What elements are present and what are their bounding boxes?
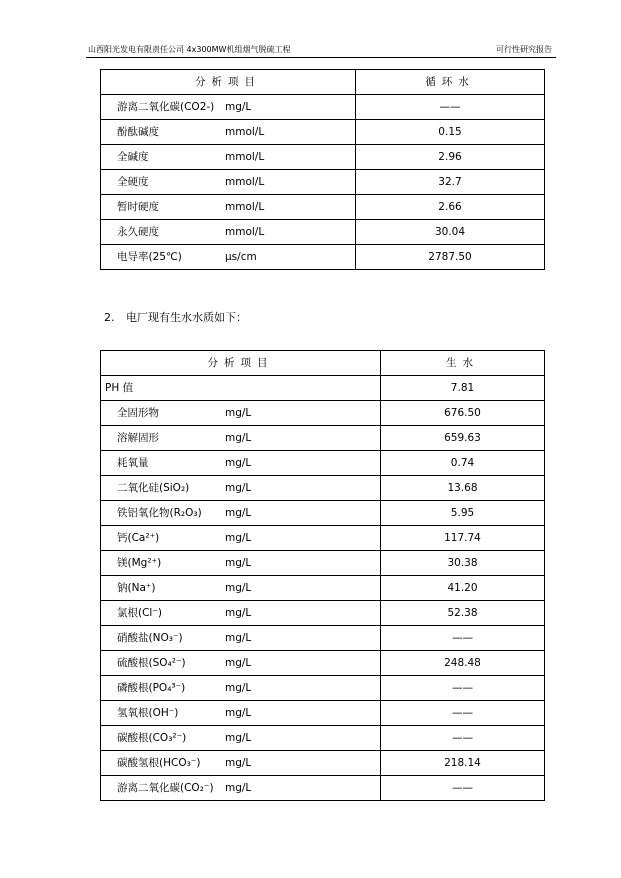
item-name: 游离二氧化碳(CO2-) [117,100,215,113]
item-unit: mmol/L [225,175,265,188]
table-row [101,475,545,500]
analysis-item-cell [101,144,356,169]
item-name: 氯根(Cl⁻) [117,606,162,619]
analysis-item-cell [101,500,381,525]
item-unit: mg/L [225,531,252,544]
table-row [101,775,545,800]
item-unit: mg/L [225,706,252,719]
value-cell: —— [381,775,545,800]
table-row [101,169,545,194]
value-cell: —— [381,675,545,700]
item-unit: mg/L [225,456,252,469]
analysis-item-cell [101,625,381,650]
value-cell: 2787.50 [356,244,545,269]
table-header-row [101,351,545,376]
item-unit: mg/L [225,431,252,444]
item-unit: mg/L [225,506,252,519]
item-name: 氢氧根(OH⁻) [117,706,179,719]
analysis-item-cell [101,194,356,219]
value-cell: 218.14 [381,750,545,775]
value-cell: 32.7 [356,169,545,194]
item-unit: mg/L [225,581,252,594]
item-unit: mg/L [225,606,252,619]
item-unit: mg/L [225,481,252,494]
table-header-row [101,70,545,95]
analysis-item-cell [101,650,381,675]
item-unit: mmol/L [225,150,265,163]
column-header-circulating-water: 循环水 [356,70,545,95]
section-heading [104,309,247,325]
value-cell: 13.68 [381,475,545,500]
value-cell: 5.95 [381,500,545,525]
item-name: 硫酸根(SO₄²⁻) [117,656,186,669]
item-unit: mg/L [225,656,252,669]
table-row [101,750,545,775]
item-name: 二氧化硅(SiO₂) [117,481,190,494]
table-row [101,650,545,675]
table-row [101,194,545,219]
analysis-item-cell [101,775,381,800]
item-name: 全碱度 [117,150,149,163]
column-header-analysis-item: 分析项目 [101,351,381,376]
value-cell: —— [381,700,545,725]
analysis-item-cell [101,550,381,575]
value-cell: 117.74 [381,525,545,550]
table-row [101,700,545,725]
item-name: 溶解固形 [117,431,159,444]
value-cell: 30.04 [356,219,545,244]
table-row [101,725,545,750]
item-name: 碳酸氢根(HCO₃⁻) [117,756,201,769]
item-unit: mmol/L [225,125,265,138]
value-cell: 676.50 [381,400,545,425]
table-row [101,400,545,425]
analysis-item-cell [101,675,381,700]
table-row [101,500,545,525]
analysis-item-cell [101,94,356,119]
item-unit: mg/L [225,100,252,113]
item-unit: mg/L [225,731,252,744]
item-name: 镁(Mg²⁺) [117,556,162,569]
raw-water-table [100,350,545,801]
analysis-item-cell [101,219,356,244]
item-name: 硝酸盐(NO₃⁻) [117,631,183,644]
item-name: PH 值 [105,381,134,394]
analysis-item-cell [101,600,381,625]
item-name: 全硬度 [117,175,149,188]
analysis-item-cell [101,475,381,500]
value-cell: 2.96 [356,144,545,169]
header-report-type: 可行性研究报告 [496,45,552,54]
analysis-item-cell [101,525,381,550]
item-name: 钙(Ca²⁺) [117,531,160,544]
section-number: 2. [104,311,115,324]
value-cell: 248.48 [381,650,545,675]
table-row [101,144,545,169]
circulating-water-table [100,69,545,270]
analysis-item-cell [101,375,381,400]
value-cell: 659.63 [381,425,545,450]
header-company-project: 山西阳光发电有限责任公司 4x300MW机组烟气脱硫工程 [88,45,291,54]
value-cell: —— [381,625,545,650]
item-name: 游离二氧化碳(CO₂⁻) [117,781,214,794]
table-row [101,625,545,650]
table-row [101,600,545,625]
table-row [101,525,545,550]
value-cell: 0.15 [356,119,545,144]
table-row [101,375,545,400]
item-name: 全固形物 [117,406,159,419]
item-name: 永久硬度 [117,225,159,238]
table-row [101,244,545,269]
item-unit: mmol/L [225,225,265,238]
table-row [101,425,545,450]
value-cell: 52.38 [381,600,545,625]
table-row [101,219,545,244]
item-name: 酚酞碱度 [117,125,159,138]
item-unit: mg/L [225,406,252,419]
page-header [86,44,556,56]
item-name: 铁铝氧化物(R₂O₃) [117,506,202,519]
item-name: 耗氧量 [117,456,149,469]
section-title-text: 电厂现有生水水质如下： [126,311,247,324]
item-name: 钠(Na⁺) [117,581,156,594]
table-row [101,94,545,119]
analysis-item-cell [101,119,356,144]
item-unit: mg/L [225,556,252,569]
item-unit: μs/cm [225,250,257,263]
item-unit: mg/L [225,756,252,769]
analysis-item-cell [101,725,381,750]
header-divider [86,57,556,58]
column-header-raw-water: 生水 [381,351,545,376]
value-cell: 30.38 [381,550,545,575]
analysis-item-cell [101,750,381,775]
value-cell: —— [356,94,545,119]
item-name: 碳酸根(CO₃²⁻) [117,731,187,744]
analysis-item-cell [101,400,381,425]
column-header-analysis-item: 分析项目 [101,70,356,95]
table-row [101,575,545,600]
table-row [101,675,545,700]
analysis-item-cell [101,244,356,269]
table-row [101,450,545,475]
analysis-item-cell [101,450,381,475]
analysis-item-cell [101,575,381,600]
table-row [101,550,545,575]
item-unit: mmol/L [225,200,265,213]
value-cell: 41.20 [381,575,545,600]
item-unit: mg/L [225,631,252,644]
item-name: 暂时硬度 [117,200,159,213]
item-unit: mg/L [225,681,252,694]
item-unit: mg/L [225,781,252,794]
analysis-item-cell [101,700,381,725]
value-cell: 2.66 [356,194,545,219]
table-row [101,119,545,144]
item-name: 电导率(25℃) [117,250,182,263]
value-cell: —— [381,725,545,750]
value-cell: 0.74 [381,450,545,475]
analysis-item-cell [101,169,356,194]
item-name: 磷酸根(PO₄³⁻) [117,681,186,694]
value-cell: 7.81 [381,375,545,400]
analysis-item-cell [101,425,381,450]
